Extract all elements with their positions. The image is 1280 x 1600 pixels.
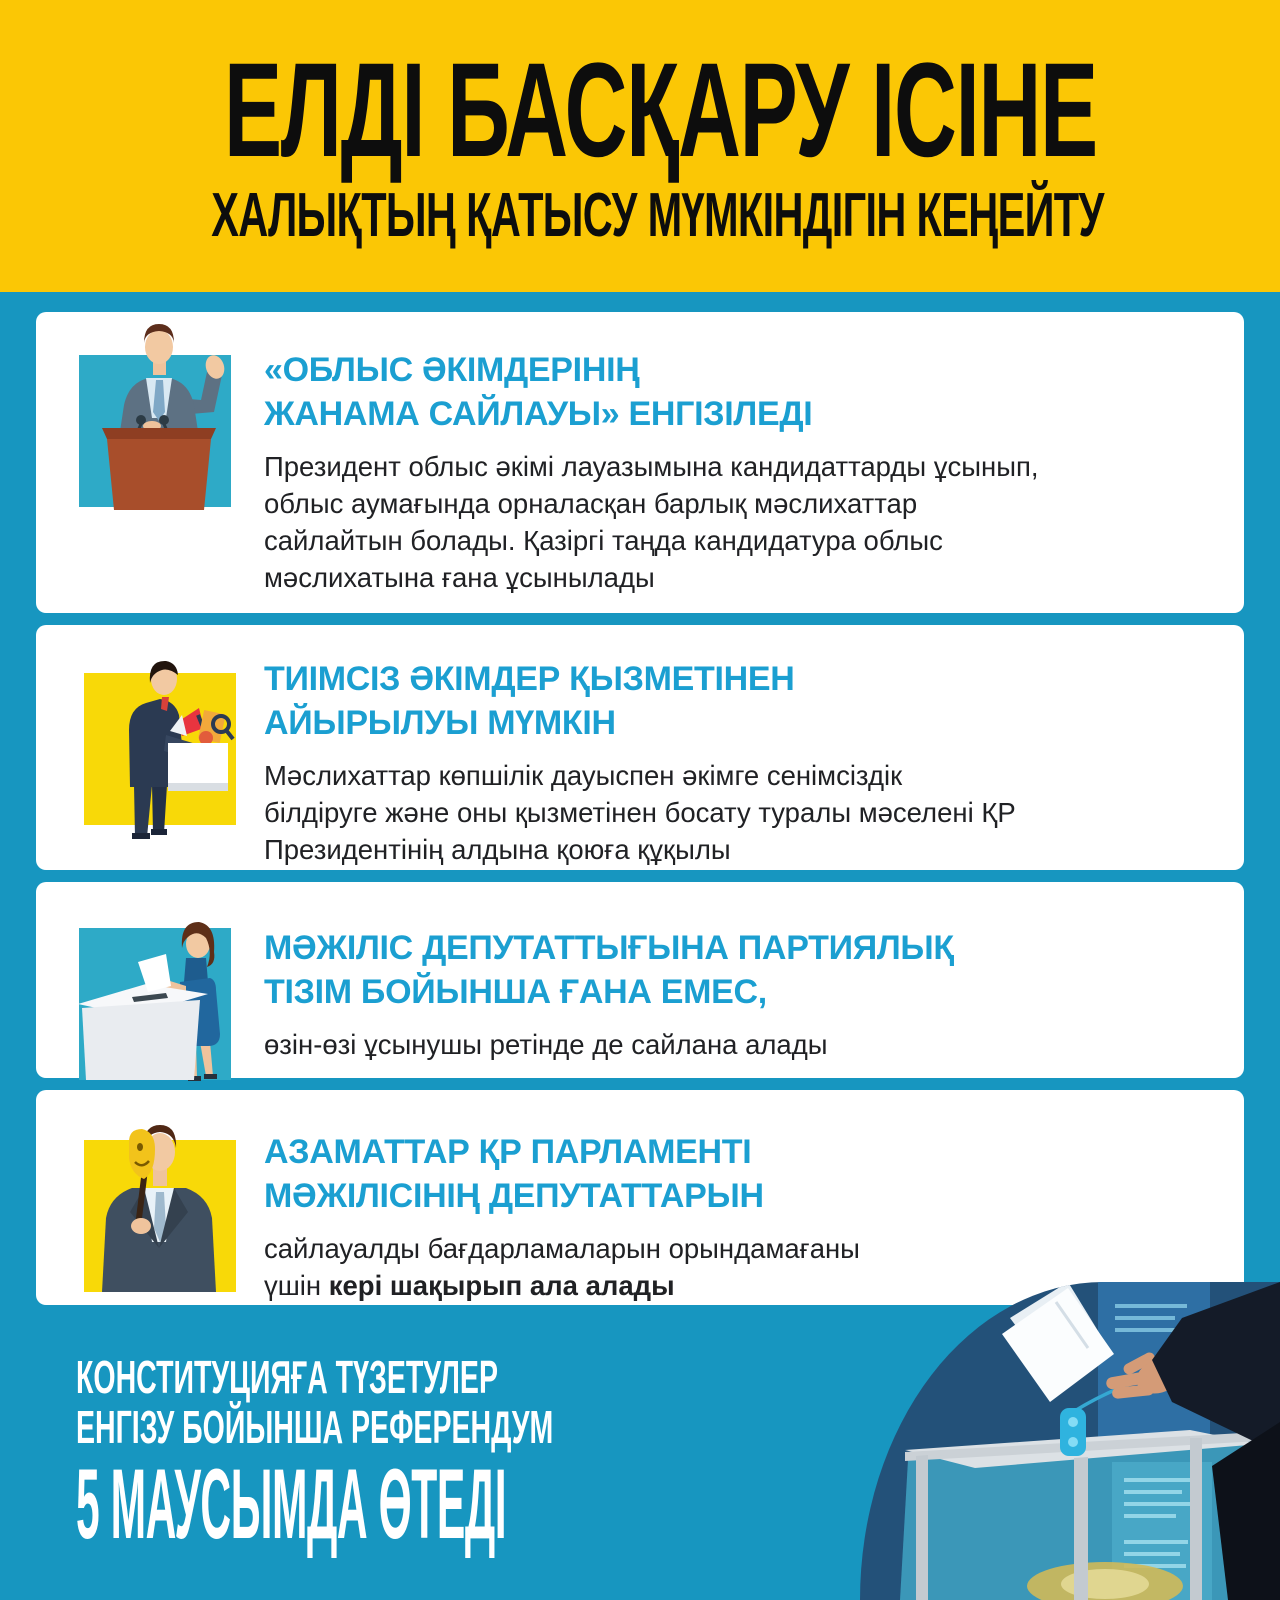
card-akim-indirect-election xyxy=(36,312,1244,613)
card-akim-dismissal xyxy=(36,625,1244,870)
header-banner xyxy=(0,0,1280,292)
ballot-box-photo xyxy=(860,1282,1280,1600)
card-icon-column xyxy=(36,882,264,1078)
speaker-podium-icon xyxy=(74,320,244,518)
footer-line-1: КОНСТИТУЦИЯҒА ТҮЗЕТУЛЕР xyxy=(76,1351,498,1403)
card-body: Президент облыс әкімі лауазымына кандидаттарды ұсынып, облыс аумағында орналасқан барлық мәслихаттар сайлайтын болады. Қазіргі таңда кандидатура облыс мәслихатына ғана ұсынылады xyxy=(264,451,1039,593)
card-heading: АЗАМАТТАР ҚР ПАРЛАМЕНТІ МӘЖІЛІСІНІҢ ДЕПУТАТТАРЫН xyxy=(264,1133,764,1215)
card-body: Мәслихаттар көпшілік дауыспен әкімге сенімсіздік білдіруге және оны қызметінен босату туралы мәселені ҚР Президентінің алдына қоюға құқылы xyxy=(264,760,1016,865)
card-body: сайлауалды бағдарламаларын орындамағаны үшін кері шақырып ала алады xyxy=(264,1233,860,1301)
card-deputy-recall xyxy=(36,1090,1244,1305)
politician-mask-icon xyxy=(74,1100,244,1302)
card-heading: МӘЖІЛІС ДЕПУТАТТЫҒЫНА ПАРТИЯЛЫҚ ТІЗІМ БОЙЫНША ҒАНА ЕМЕС, xyxy=(264,929,954,1011)
footer-date-line: 5 МАУСЫМДА ӨТЕДІ xyxy=(76,1448,507,1559)
poster-title: ЕЛДІ БАСҚАРУ ІСІНЕ xyxy=(224,36,1097,185)
card-icon-column xyxy=(36,312,264,613)
poster-subtitle: ХАЛЫҚТЫҢ ҚАТЫСУ МҮМКІНДІГІН КЕҢЕЙТУ xyxy=(211,181,1104,250)
footer-line-2: ЕНГІЗУ БОЙЫНША РЕФЕРЕНДУМ xyxy=(76,1401,554,1453)
card-icon-column xyxy=(36,625,264,870)
ballot-box-photo-art xyxy=(860,1282,1280,1600)
voter-ballot-box-icon xyxy=(74,894,244,1084)
fired-official-box-icon xyxy=(74,635,244,840)
card-icon-column xyxy=(36,1090,264,1305)
card-body: өзін-өзі ұсынушы ретінде де сайлана алады xyxy=(264,1029,828,1060)
card-heading: «ОБЛЫС ӘКІМДЕРІНІҢ ЖАНАМА САЙЛАУЫ» ЕНГІЗІЛЕДІ xyxy=(264,351,813,433)
card-mazhilis-self-nomination xyxy=(36,882,1244,1078)
card-heading: ТИІМСІЗ ӘКІМДЕР ҚЫЗМЕТІНЕН АЙЫРЫЛУЫ МҮМКІН xyxy=(264,660,795,742)
